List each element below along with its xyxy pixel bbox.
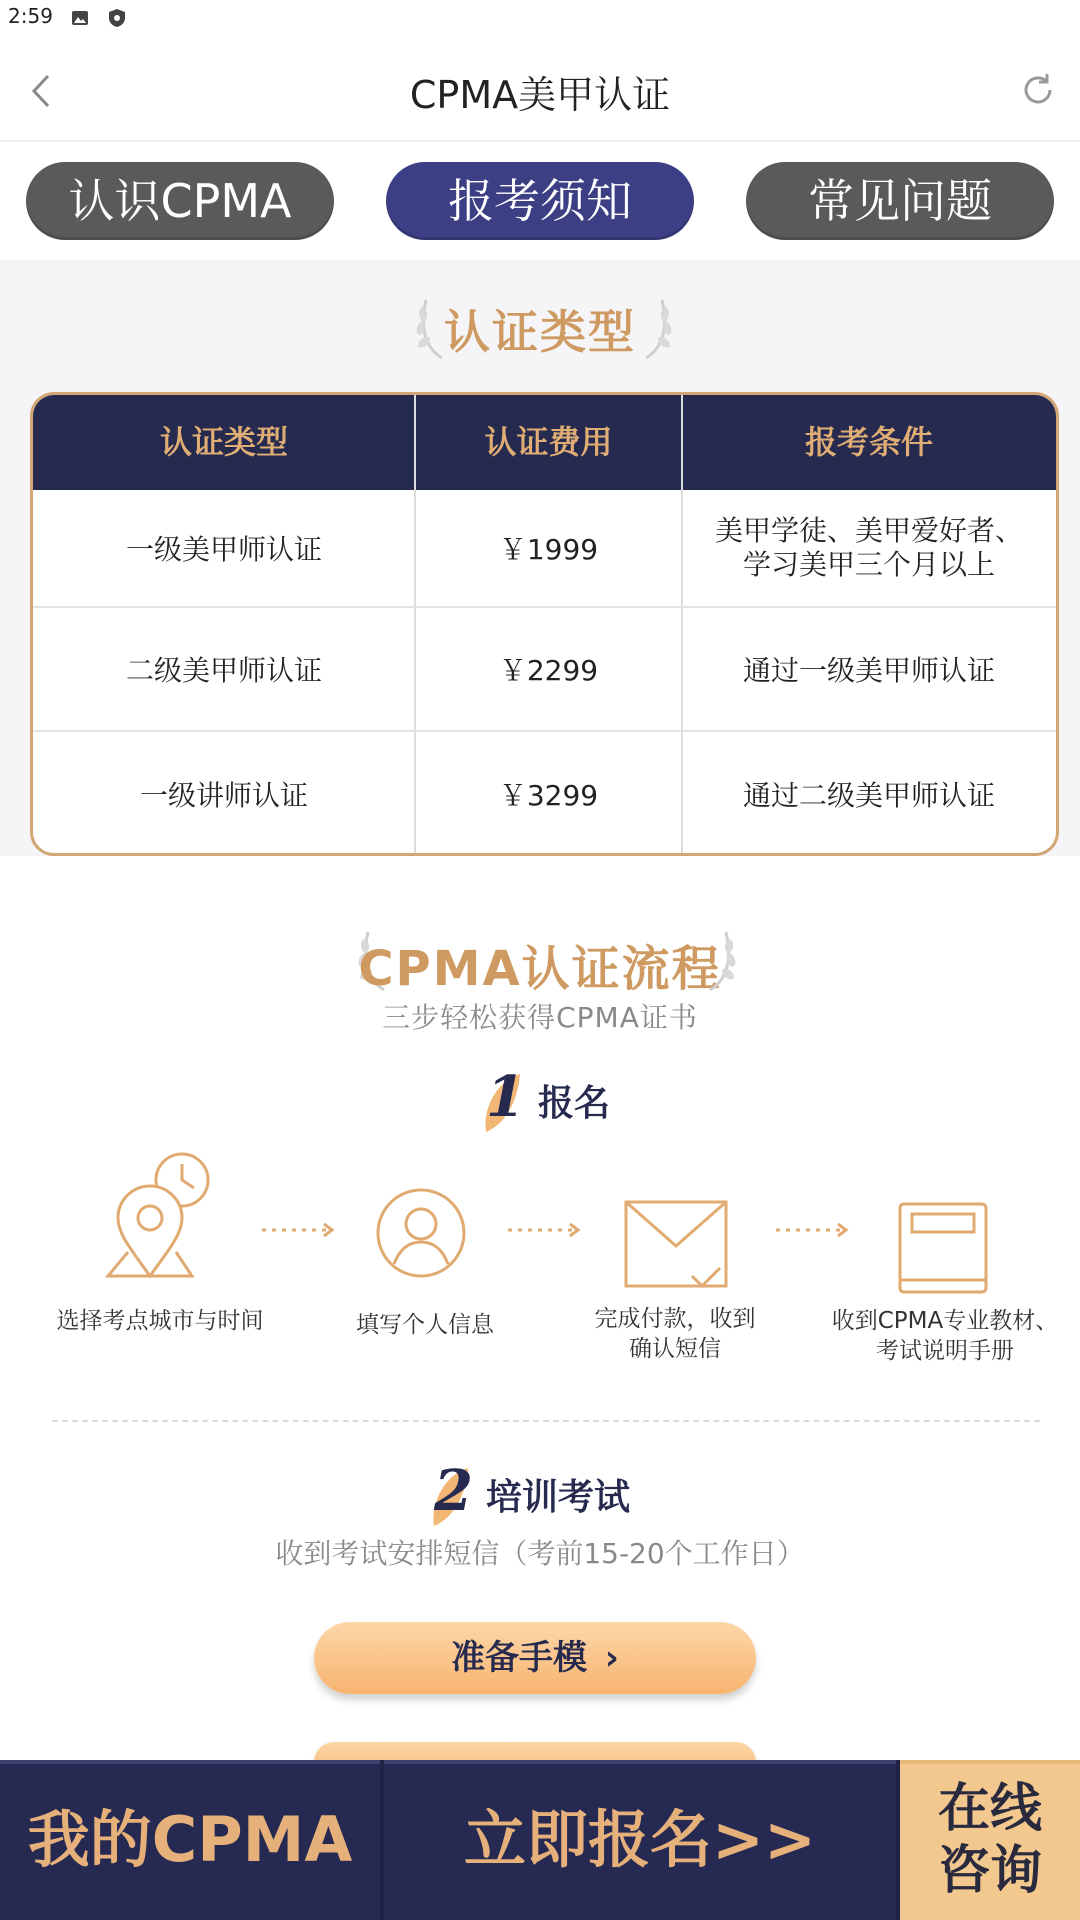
consult-line: 在线 xyxy=(937,1779,1042,1839)
step-number: 1 xyxy=(486,1064,525,1130)
caption-line: 确认短信 xyxy=(629,1336,721,1362)
refresh-icon xyxy=(1016,68,1060,112)
shield-icon xyxy=(107,8,127,28)
table-cell-condition: 通过二级美甲师认证 xyxy=(742,779,995,812)
table-header xyxy=(33,395,1056,490)
flow-subtitle: 三步轻松获得CPMA证书 xyxy=(382,1001,698,1034)
image-icon xyxy=(70,8,90,28)
tab-exam-notice[interactable]: 报考须知 xyxy=(386,162,694,240)
step-caption: 填写个人信息 xyxy=(356,1312,494,1338)
online-consult-button[interactable] xyxy=(900,1760,1080,1920)
mail-check-icon xyxy=(622,1198,730,1294)
step-caption xyxy=(820,1306,1070,1366)
caption-line: 完成付款，收到 xyxy=(594,1306,756,1332)
table-cell-type: 一级美甲师认证 xyxy=(125,533,322,566)
table-cell-fee: ￥3299 xyxy=(498,779,599,812)
table-header-cell: 认证类型 xyxy=(159,423,288,461)
tab-bar xyxy=(0,142,1080,260)
table-header-cell: 报考条件 xyxy=(804,423,933,461)
chevron-right-icon: › xyxy=(604,1638,619,1678)
refresh-button[interactable] xyxy=(1016,68,1060,112)
flow-title: CPMA认证流程 xyxy=(358,941,722,997)
app-header xyxy=(0,40,1080,142)
table-cell-fee: ￥1999 xyxy=(498,533,599,566)
status-time: 2:59 xyxy=(8,4,53,28)
caption-line: 收到CPMA专业教材、 xyxy=(831,1308,1059,1334)
cert-table xyxy=(30,392,1059,856)
bottom-action-bar xyxy=(0,1760,1080,1920)
tab-about-cpma[interactable]: 认识CPMA xyxy=(26,162,334,240)
step2-heading xyxy=(424,1460,630,1528)
table-cell-fee: ￥2299 xyxy=(498,654,599,687)
step2-subtitle: 收到考试安排短信（考前15-20个工作日） xyxy=(275,1537,805,1570)
tab-faq[interactable]: 常见问题 xyxy=(746,162,1054,240)
prepare-hand-model-button[interactable] xyxy=(314,1622,756,1694)
register-now-button[interactable]: 立即报名>> xyxy=(384,1760,896,1920)
button-label: 准备手模 xyxy=(451,1638,588,1678)
user-icon xyxy=(374,1186,468,1280)
condition-text: 学习美甲三个月以上 xyxy=(742,548,995,581)
cert-type-title: 认证类型 xyxy=(444,305,636,359)
dashed-divider xyxy=(52,1420,1040,1422)
location-clock-icon xyxy=(100,1150,220,1280)
step1-heading xyxy=(476,1066,610,1134)
step-caption: 选择考点城市与时间 xyxy=(56,1308,264,1334)
step-label: 培训考试 xyxy=(486,1476,631,1518)
status-bar xyxy=(0,0,1080,40)
step-caption xyxy=(570,1304,780,1364)
table-cell-condition: 通过一级美甲师认证 xyxy=(742,654,995,687)
consult-line: 咨询 xyxy=(937,1841,1042,1901)
book-icon xyxy=(896,1200,992,1298)
caption-line: 考试说明手册 xyxy=(876,1338,1014,1364)
page-title: CPMA美甲认证 xyxy=(409,73,671,117)
step-label: 报名 xyxy=(538,1082,611,1124)
table-cell-type: 二级美甲师认证 xyxy=(125,654,322,687)
laurel-right-icon xyxy=(640,292,674,362)
table-cell-condition xyxy=(682,490,1056,606)
condition-text: 美甲学徒、美甲爱好者、 xyxy=(714,514,1023,547)
dotted-arrow-icon xyxy=(506,1222,584,1238)
table-header-cell: 认证费用 xyxy=(484,423,613,461)
laurel-right-icon xyxy=(704,924,738,994)
step-number: 2 xyxy=(434,1458,473,1524)
dotted-arrow-icon xyxy=(774,1222,852,1238)
my-cpma-button[interactable]: 我的CPMA xyxy=(0,1760,380,1920)
dotted-arrow-icon xyxy=(260,1222,338,1238)
table-cell-type: 一级讲师认证 xyxy=(139,779,308,812)
